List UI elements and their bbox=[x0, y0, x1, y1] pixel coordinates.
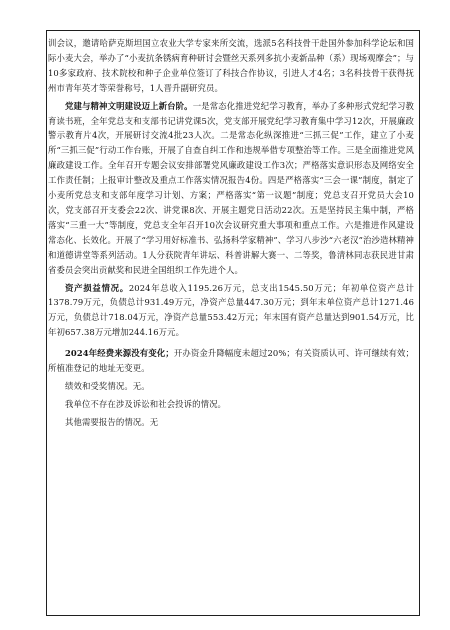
document-body bbox=[48, 36, 414, 430]
paragraph-text: 其他需要报告的情况。无 bbox=[65, 416, 159, 427]
paragraph-party-building bbox=[48, 99, 414, 278]
paragraph-litigation bbox=[48, 397, 414, 412]
paragraph-text: 我单位不存在涉及诉讼和社会投诉的情况。 bbox=[65, 398, 227, 409]
paragraph-funding bbox=[48, 346, 414, 376]
paragraph-text: 训会议，邀请哈萨克斯坦国立农业大学专家来所交流，选派5名科技骨干赴国外参加科学论坛和国际小麦大会，举办了“小麦抗条锈病育种研讨会暨丝天系列多抗小麦新品种（系）现场观摩会”；与10多家政府、技术院校和种子企业单位签订了科技合作协议，引进人才4名；3名科技骨干获得抚州市青年英才等荣誉称号，1人晋升副研究员。 bbox=[48, 38, 414, 93]
paragraph-text: 绩效和受奖情况。无。 bbox=[65, 380, 150, 391]
paragraph-training-exchange bbox=[48, 36, 414, 96]
paragraph-other bbox=[48, 415, 414, 430]
paragraph-assets bbox=[48, 281, 414, 341]
paragraph-awards bbox=[48, 379, 414, 394]
paragraph-text: 一是常态化推进党纪学习教育，举办了多种形式党纪学习教育读书班，全年党总支和支部书记讲党课5次，党支部开展党纪学习教育集中学习12次，开展廉政警示教育片4次，开展研讨交流4批23人次。二是常态化纵深推进“三抓三促”工作，建立了小麦所“三抓三促”行动工作台账，开展了自查自纠工作和违规举借专项整治等工作。三是全面推进党风廉政建设工作。全年召开专题会议安排部署党风廉政建设工作3次；严格落实意识形态及网络安全工作责任制；上报审计整改及重点工作落实情况报告4份。四是严格落实“三会一课”制度，制定了小麦所党总支和支部年度学习计划、方案；严格落实“第一议题”制度；党总支召开党员大会10次，党支部召开支委会22次、讲党课8次、开展主题党日活动22次。五是坚持民主集中制，严格落实“三重一大”等制度，党总支全年召开10次会议研究重大事项和重点工作。六是推进作风建设常态化、长效化。开展了“学习用好标准书、弘扬科学家精神”、学习八步沙“六老汉”治沙造林精神和道德讲堂等系列活动。1人分获院青年讲坛、科普讲解大赛一、二等奖，鲁清林同志获民进甘肃省委员会突出贡献奖和民进全国组织工作先进个人。 bbox=[48, 100, 414, 275]
paragraph-text: 开办资金升降幅度未超过20%；有关资质认可、许可继续有效；所植准登记的地址无变更。 bbox=[48, 348, 414, 374]
paragraph-heading: 2024年经费来源没有变化； bbox=[65, 348, 174, 359]
paragraph-heading: 资产损益情况。 bbox=[65, 282, 129, 293]
paragraph-heading: 党建与精神文明建设迈上新台阶。 bbox=[65, 100, 193, 111]
paragraph-text: 2024年总收入1195.26万元，总支出1545.50万元；年初单位资产总计1378.79万元，负债总计931.49万元，净资产总量447.30万元；到年末单位资产总计1271.46万元，负债总计718.04万元，净资产总量553.42万元；年末国有资产总量达到901.54万元，比年初657.38万元增加244.16万元。 bbox=[48, 282, 415, 338]
